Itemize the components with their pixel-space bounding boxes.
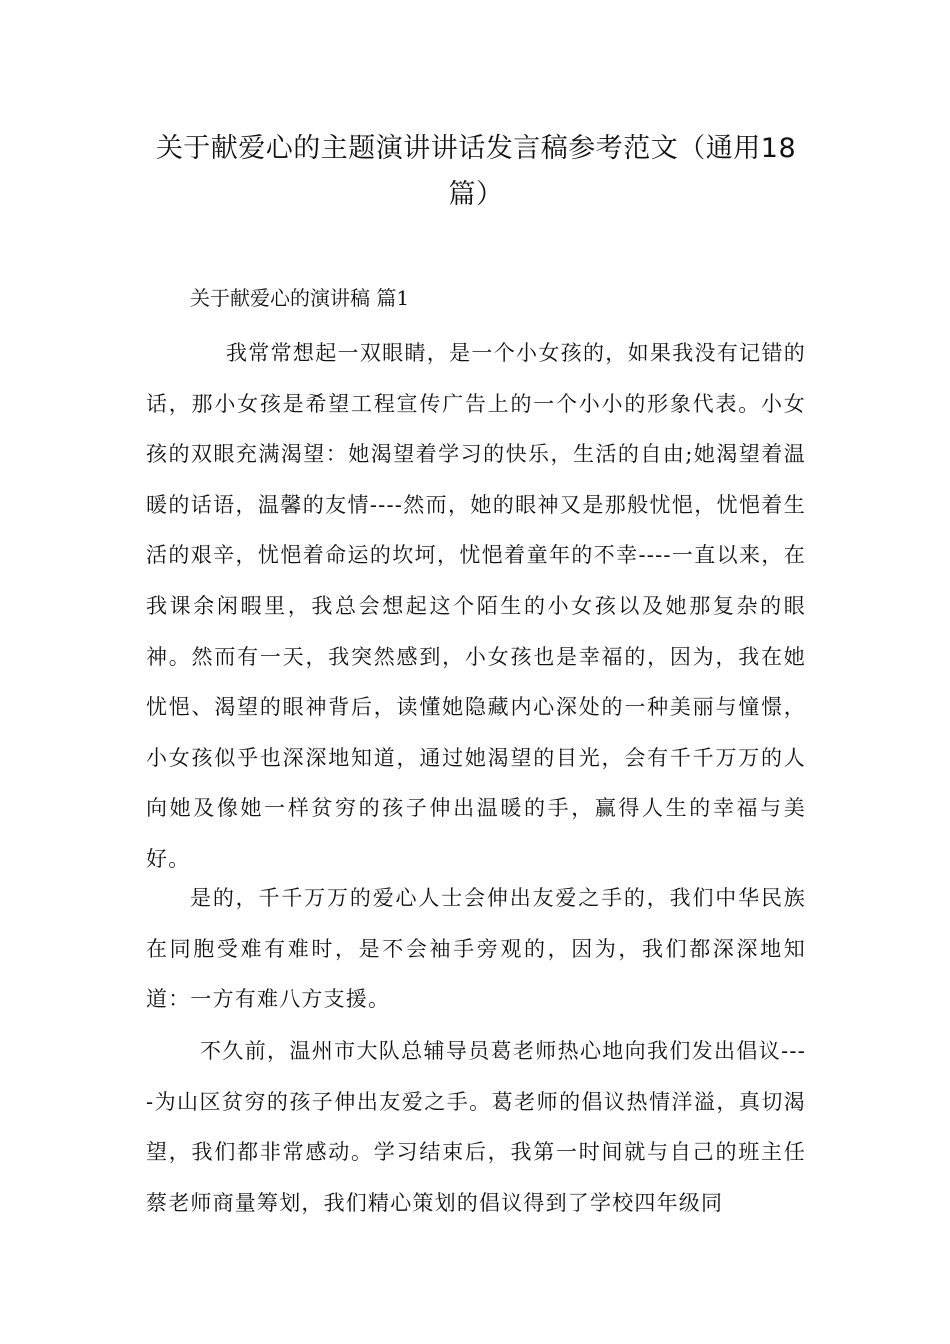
paragraph-2: 是的，千千万万的爱心人士会伸出友爱之手的，我们中华民族在同胞受难有难时，是不会袖手旁观的，因为，我们都深深地知道：一方有难八方支援。 (146, 886, 806, 1012)
paragraph-3: 不久前，温州市大队总辅导员葛老师热心地向我们发出倡议----为山区贫穷的孩子伸出友爱之手。葛老师的倡议热情洋溢，真切渴望，我们都非常感动。学习结束后，我第一时间就与自己的班主任蔡老师商量筹划，我们精心策划的倡议得到了学校四年级同 (146, 1039, 806, 1215)
section-heading: 关于献爱心的演讲稿 篇1 (190, 286, 410, 310)
paragraph-1: 我常常想起一双眼睛，是一个小女孩的，如果我没有记错的话，那小女孩是希望工程宣传广告上的一个小小的形象代表。小女孩的双眼充满渴望：她渴望着学习的快乐，生活的自由;她渴望着温暖的话语，温馨的友情----然而，她的眼神又是那般忧悒，忧悒着生活的艰辛，忧悒着命运的坎坷，忧悒着童年的不幸----一直以来，在我课余闲暇里，我总会想起这个陌生的小女孩以及她那复杂的眼神。然而有一天，我突然感到，小女孩也是幸福的，因为，我在她忧悒、渴望的眼神背后，读懂她隐藏内心深处的一种美丽与憧憬，小女孩似乎也深深地知道，通过她渴望的目光，会有千千万万的人向她及像她一样贫穷的孩子伸出温暖的手，赢得人生的幸福与美好。 (146, 341, 806, 871)
document-title: 关于献爱心的主题演讲讲话发言稿参考范文（通用18篇） (155, 133, 797, 210)
